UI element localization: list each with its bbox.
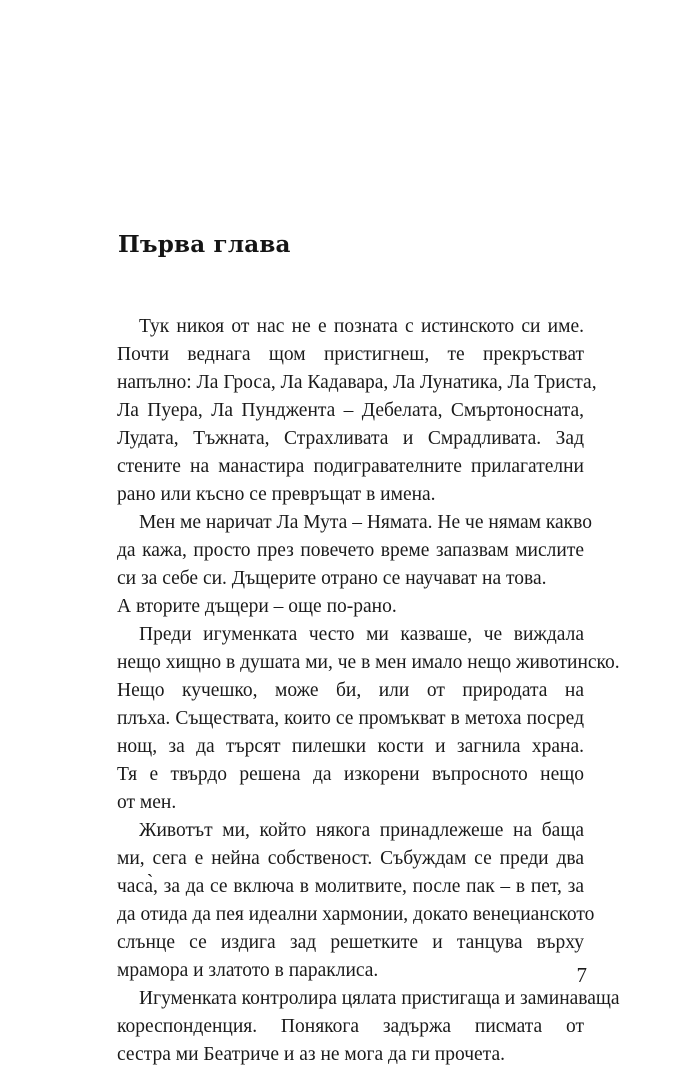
text-line: Ла Пуера, Ла Пунджента – Дебелата, Смъртоносната, <box>117 400 584 421</box>
text-line: нещо хищно в душата ми, че в мен имало нещо животинско. <box>117 652 620 673</box>
text-line: нощ, за да търсят пилешки кости и загнила храна. <box>117 736 584 757</box>
chapter-title: Първа глава <box>118 231 291 258</box>
text-line: А вторите дъщери – още по-рано. <box>117 596 397 617</box>
text-line: Почти веднага щом пристигнеш, те прекръстват <box>117 344 584 365</box>
text-line: Преди игуменката често ми казваше, че виждала <box>139 624 584 645</box>
text-line: напълно: Ла Гроса, Ла Кадавара, Ла Лунатика, Ла Триста, <box>117 372 597 393</box>
text-line: мрамора и златото в параклиса. <box>117 960 379 981</box>
text-line: кореспонденция. Понякога задържа писмата от <box>117 1016 584 1037</box>
text-line: часа̀, за да се включа в молитвите, после пак – в пет, за <box>117 876 584 897</box>
text-line: си за себе си. Дъщерите отрано се научават на това. <box>117 568 547 589</box>
text-line: Тук никоя от нас не е позната с истинското си име. <box>139 316 584 337</box>
text-line: ми, сега е нейна собственост. Събуждам се преди два <box>117 848 584 869</box>
text-line: Животът ми, който някога принадлежеше на баща <box>139 820 584 841</box>
text-line: Тя е твърдо решена да изкорени въпросното нещо <box>117 764 584 785</box>
text-line: да кажа, просто през повечето време запазвам мислите <box>117 540 584 561</box>
text-line: рано или късно се превръщат в имена. <box>117 484 436 505</box>
text-line: стените на манастира подигравателните прилагателни <box>117 456 584 477</box>
page-number: 7 <box>576 963 587 987</box>
text-line: Мен ме наричат Ла Мута – Нямата. Не че нямам какво <box>139 512 592 533</box>
text-line: Игуменката контролира цялата пристигаща и заминаваща <box>139 988 620 1009</box>
text-line: плъха. Съществата, които се промъкват в метоха посред <box>117 708 584 729</box>
text-line: да отида да пея идеални хармонии, докато венецианското <box>117 904 595 925</box>
body-text <box>117 313 620 1069</box>
text-line: от мен. <box>117 792 177 813</box>
text-line: сестра ми Беатриче и аз не мога да ги прочета. <box>117 1044 505 1065</box>
text-line: Нещо кучешко, може би, или от природата на <box>117 680 584 701</box>
text-line: Лудата, Тъжната, Страхливата и Смрадливата. Зад <box>117 428 584 449</box>
text-line: слънце се издига зад решетките и танцува върху <box>117 932 584 953</box>
